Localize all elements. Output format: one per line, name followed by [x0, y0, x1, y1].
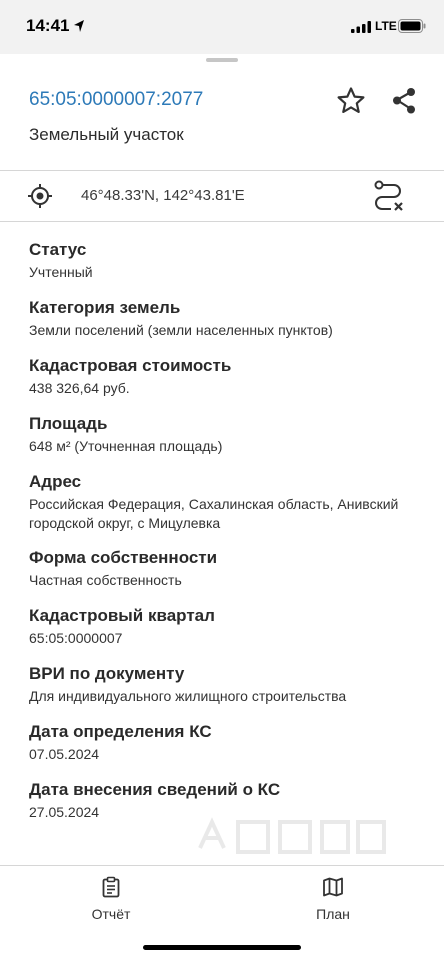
field-value: 07.05.2024 [29, 746, 100, 762]
tab-report[interactable] [61, 876, 161, 922]
field-cadastral-quarter [29, 606, 429, 648]
network-type: LTE [375, 19, 397, 33]
route-clear-icon[interactable] [371, 179, 405, 213]
field-label: Категория земель [29, 298, 181, 317]
field-label: Форма собственности [29, 548, 218, 567]
field-value: 648 м² (Уточненная площадь) [29, 438, 223, 454]
field-value: 438 326,64 руб. [29, 380, 130, 396]
home-indicator [143, 945, 301, 950]
field-label: Адрес [29, 472, 82, 491]
watermark-logo [190, 808, 390, 864]
cellular-signal-icon [351, 21, 371, 33]
field-value: 27.05.2024 [29, 804, 100, 820]
field-land-category [29, 298, 429, 340]
divider [0, 221, 444, 222]
clipboard-icon [100, 876, 122, 898]
field-value: Земли поселений (земли населенных пунктов) [29, 322, 333, 338]
status-bar [0, 0, 444, 54]
field-status [29, 240, 429, 282]
field-address [29, 472, 399, 533]
field-label: ВРИ по документу [29, 664, 185, 683]
field-value: 65:05:0000007 [29, 630, 123, 646]
field-label: Кадастровый квартал [29, 606, 215, 625]
field-valuation-date [29, 722, 429, 764]
field-area [29, 414, 429, 456]
star-icon[interactable] [335, 85, 367, 117]
divider [0, 170, 444, 171]
field-label: Дата внесения сведений о КС [29, 780, 281, 799]
tab-report-label: Отчёт [91, 906, 131, 922]
tab-plan[interactable] [283, 876, 383, 922]
field-label: Площадь [29, 414, 108, 433]
field-permitted-use [29, 664, 429, 706]
status-time: 14:41 [26, 16, 70, 35]
field-value: Для индивидуального жилищного строительства [29, 688, 347, 704]
sheet-drag-handle[interactable] [206, 58, 238, 62]
location-arrow-icon [73, 19, 85, 33]
field-value: Учтенный [29, 264, 93, 280]
coordinates-text[interactable]: 46°48.33'N, 142°43.81'E [81, 187, 245, 204]
share-icon[interactable] [388, 85, 420, 117]
cadastral-number[interactable]: 65:05:0000007:2077 [29, 89, 204, 110]
tab-plan-label: План [316, 906, 350, 922]
field-value: Частная собственность [29, 572, 182, 588]
field-label: Статус [29, 240, 87, 259]
field-cadastral-value [29, 356, 429, 398]
field-ownership-form [29, 548, 429, 590]
field-value: Российская Федерация, Сахалинская область, Анивский городской округ, с Мицулевка [29, 496, 399, 531]
map-icon [322, 876, 344, 898]
object-type: Земельный участок [29, 125, 184, 144]
field-label: Дата определения КС [29, 722, 212, 741]
target-icon[interactable] [27, 183, 53, 209]
field-label: Кадастровая стоимость [29, 356, 232, 375]
battery-icon [398, 19, 426, 33]
